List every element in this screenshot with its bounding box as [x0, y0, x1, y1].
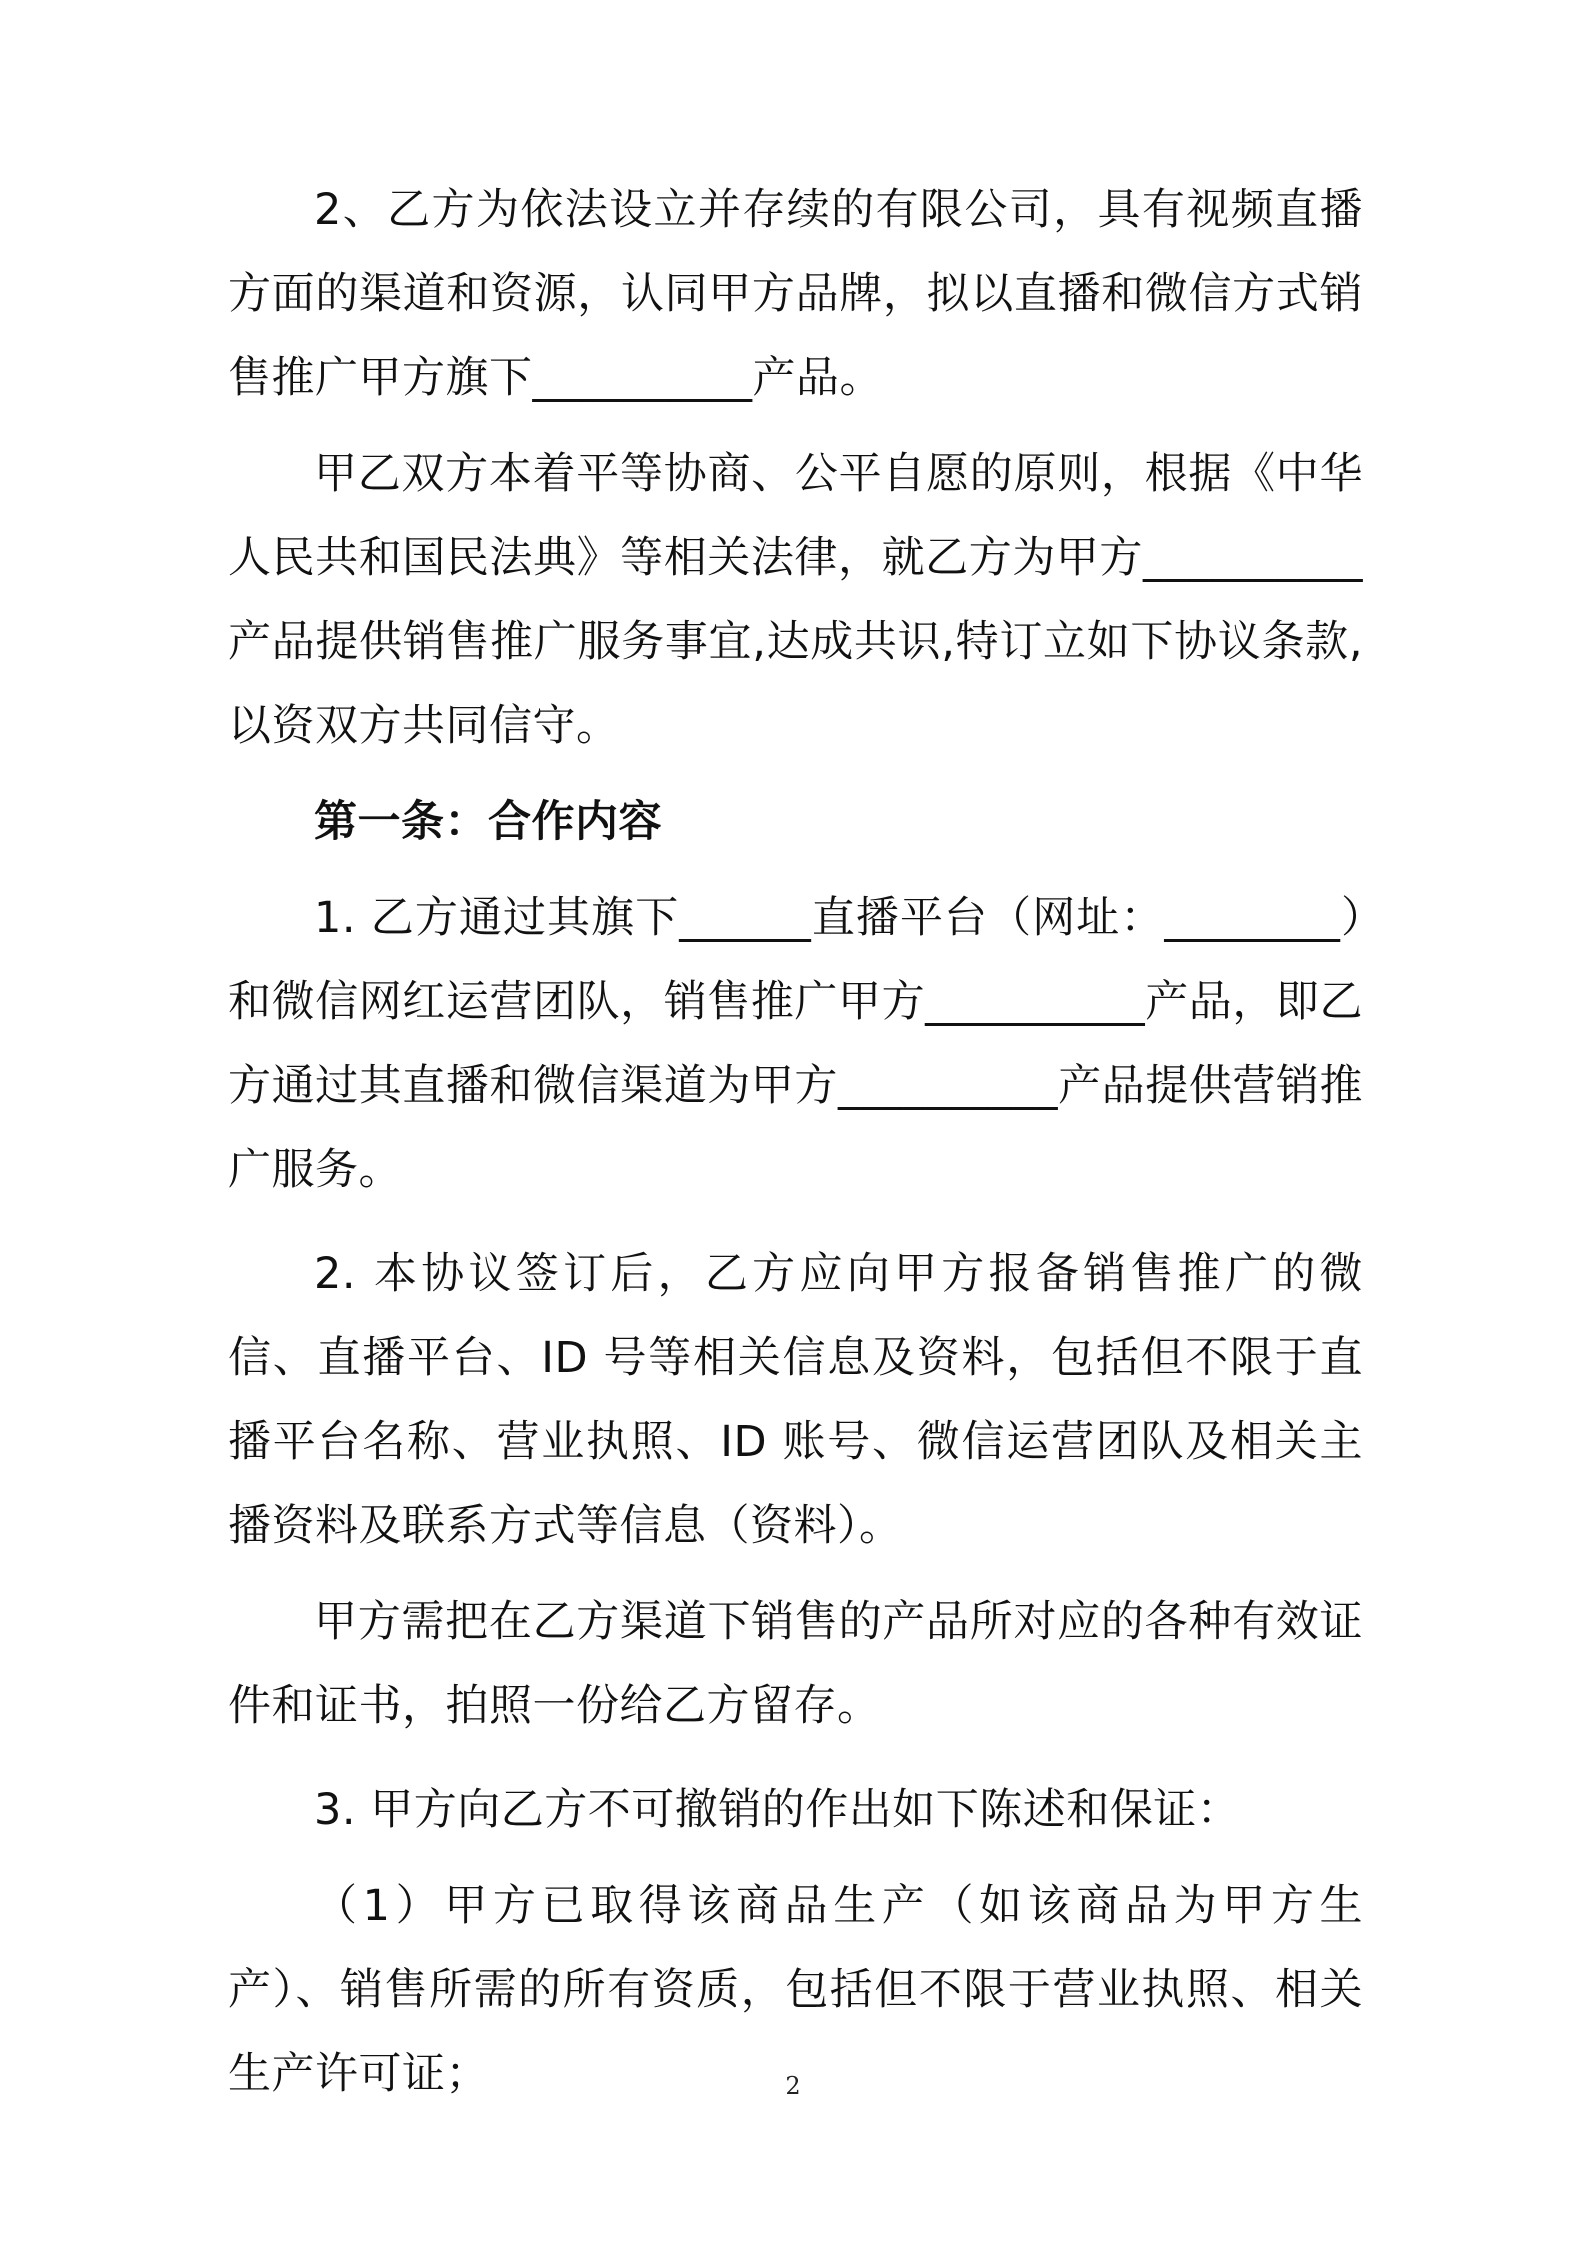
- paragraph-party-b-description: 2、乙方为依法设立并存续的有限公司，具有视频直播方面的渠道和资源，认同甲方品牌，拟以直播和微信方式销售推广甲方旗下__________产品。: [228, 185, 1363, 403]
- article-one-heading: 第一条：合作内容: [314, 797, 662, 847]
- document-body: [228, 168, 1363, 2116]
- paragraph-certificates: 甲方需把在乙方渠道下销售的产品所对应的各种有效证件和证书，拍照一份给乙方留存。: [228, 1597, 1363, 1731]
- clause-3: 3. 甲方向乙方不可撤销的作出如下陈述和保证：: [314, 1785, 1241, 1835]
- clause-1: 1. 乙方通过其旗下______直播平台（网址：________）和微信网红运营团队，销售推广甲方__________产品，即乙方通过其直播和微信渠道为甲方__________产品提供营销推广服务。: [228, 893, 1363, 1195]
- subclause-3-1: （1）甲方已取得该商品生产（如该商品为甲方生产）、销售所需的所有资质，包括但不限于营业执照、相关生产许可证；: [228, 1881, 1363, 2099]
- clause-2: 2. 本协议签订后，乙方应向甲方报备销售推广的微信、直播平台、ID 号等相关信息及资料，包括但不限于直播平台名称、营业执照、ID 账号、微信运营团队及相关主播资料及联系方式等信息（资料）。: [228, 1249, 1363, 1551]
- page-number: 2: [785, 2072, 801, 2100]
- paragraph-agreement-purpose: 甲乙双方本着平等协商、公平自愿的原则，根据《中华人民共和国民法典》等相关法律，就乙方为甲方__________产品提供销售推广服务事宜,达成共识,特订立如下协议条款,以资双方共同信守。: [228, 449, 1363, 751]
